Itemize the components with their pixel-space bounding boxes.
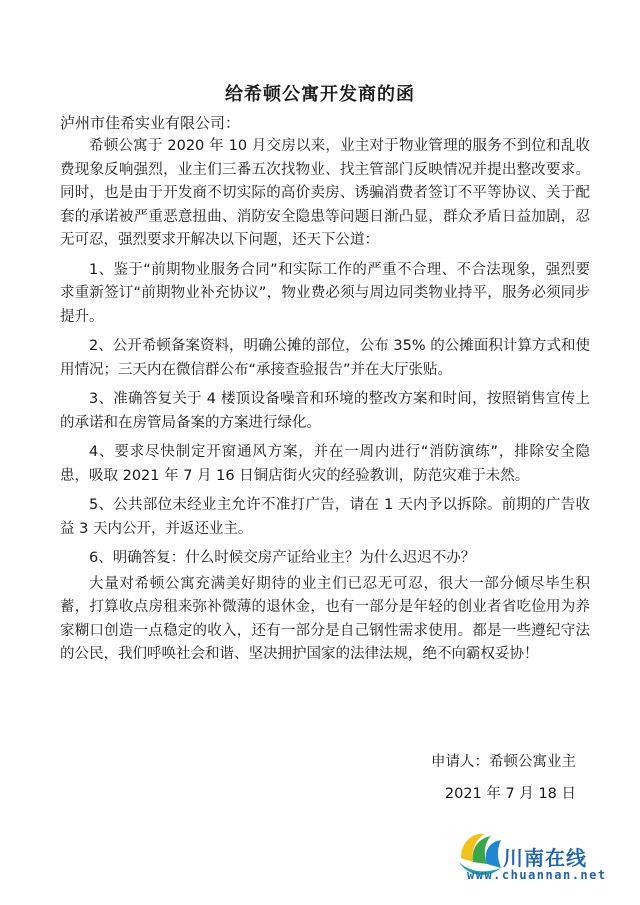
paragraph-item-3: 3、准确答复关于 4 楼顶设备噪音和环境的整改方案和时间，按照销售宣传上的承诺和在房管局备案的方案进行绿化。 <box>60 391 590 431</box>
paragraph-item-5: 5、公共部位未经业主允许不准打广告，请在 1 天内予以拆除。前期的广告收益 3 天内公开，并返还业主。 <box>60 497 590 537</box>
letter-salutation: 泸州市佳希实业有限公司： <box>60 114 241 132</box>
paragraph-item-2: 2、公开希顿备案资料，明确公摊的部位，公布 35% 的公摊面积计算方式和使用情况；三天内在微信群公布“承接查验报告”并在大厅张贴。 <box>60 338 590 378</box>
logo-swoosh-blue <box>486 840 501 868</box>
letter-body <box>60 135 590 673</box>
letter-date: 2021 年 7 月 18 日 <box>444 786 576 802</box>
applicant-signature: 申请人：希顿公寓业主 <box>431 754 576 770</box>
paragraph-item-4: 4、要求尽快制定开窗通风方案，并在一周内进行“消防演练”，排除安全隐患，吸取 2021 年 7 月 16 日铜店街火灾的经验教训，防范灾难于未然。 <box>60 444 590 484</box>
letter-title: 给希顿公寓开发商的函 <box>225 84 415 105</box>
logo-name-text: 川南在线 <box>503 846 587 870</box>
paragraph-closing: 大量对希顿公寓充满美好期待的业主们已忍无可忍，很大一部分倾尽毕生积蓄，打算收点房租来弥补微薄的退休金，也有一部分是年轻的创业者省吃俭用为养家糊口创造一点稳定的收入，还有一部分是自己钢性需求使用。都是一些遵纪守法的公民，我们呼唤社会和谐、坚决拥护国家的法律法规，绝不向霸权妥协！ <box>60 575 590 662</box>
paragraph-item-6: 6、明确答复：什么时候交房产证给业主？为什么迟迟不办？ <box>89 550 476 566</box>
paragraph-item-1: 1、鉴于“前期物业服务合同”和实际工作的严重不合理、不合法现象，强烈要求重新签订“前期物业补充协议”，物业费必须与周边同类物业持平，服务必须同步提升。 <box>60 261 590 325</box>
site-watermark-logo <box>455 828 625 894</box>
logo-url-text: www.chuannan.net <box>467 868 607 882</box>
paragraph-intro: 希顿公寓于 2020 年 10 月交房以来，业主对于物业管理的服务不到位和乱收费现象反响强烈，业主们三番五次找物业、找主管部门反映情况并提出整改要求。同时，也是由于开发商不切实际的高价卖房、诱骗消费者签订不平等协议、关于配套的承诺被严重恶意扭曲、消防安全隐患等问题日渐凸显，群众矛盾日益加剧，忍无可忍，强烈要求开解决以下问题，还天下公道： <box>60 138 590 248</box>
